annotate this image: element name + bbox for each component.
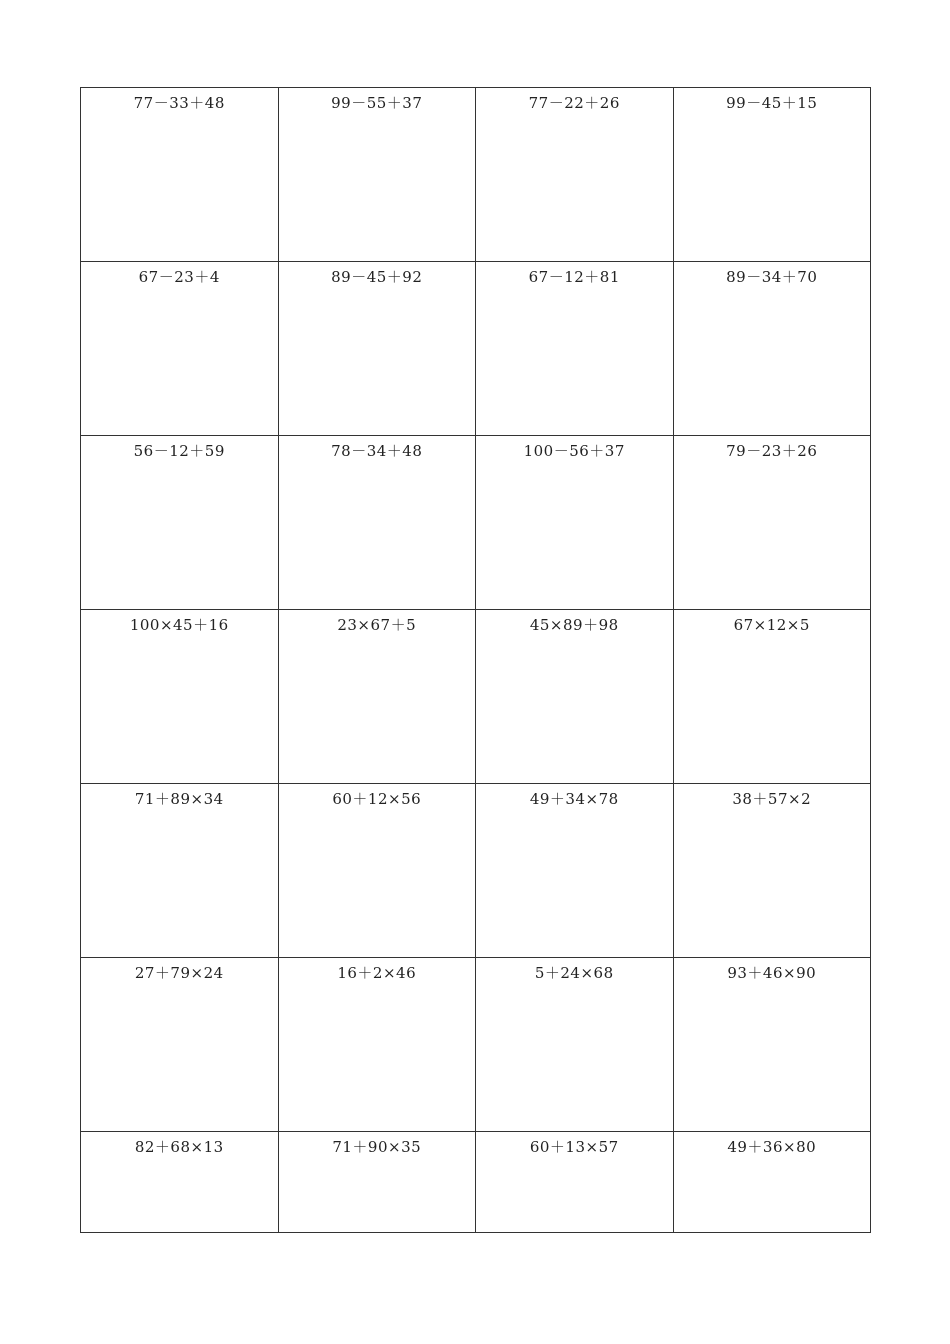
- problem-row: [81, 784, 871, 958]
- problem-expression: 60＋12×56: [332, 790, 422, 808]
- problem-cell: [476, 262, 674, 436]
- problem-expression: 38＋57×2: [732, 790, 812, 808]
- problem-expression: 45×89＋98: [529, 616, 619, 634]
- problem-cell: [81, 262, 279, 436]
- problem-expression: 89－45＋92: [331, 268, 423, 286]
- problem-cell: [81, 88, 279, 262]
- problem-cell: [278, 262, 476, 436]
- problem-expression: 79－23＋26: [726, 442, 818, 460]
- problem-expression: 71＋89×34: [134, 790, 224, 808]
- problem-row: [81, 1132, 871, 1233]
- problem-cell: [278, 88, 476, 262]
- problem-cell: [278, 1132, 476, 1233]
- problem-cell: [278, 958, 476, 1132]
- problem-cell: [673, 610, 871, 784]
- problem-cell: [673, 262, 871, 436]
- problem-cell: [673, 436, 871, 610]
- problem-expression: 56－12＋59: [133, 442, 225, 460]
- problem-expression: 67×12×5: [733, 616, 810, 634]
- problem-cell: [476, 958, 674, 1132]
- problem-cell: [673, 958, 871, 1132]
- problem-cell: [81, 436, 279, 610]
- problem-expression: 67－23＋4: [138, 268, 220, 286]
- problem-cell: [81, 784, 279, 958]
- problem-row: [81, 958, 871, 1132]
- problem-expression: 5＋24×68: [534, 964, 614, 982]
- problem-cell: [673, 1132, 871, 1233]
- problem-row: [81, 436, 871, 610]
- problem-grid: [80, 87, 871, 1233]
- problem-cell: [476, 1132, 674, 1233]
- problem-expression: 99－45＋15: [726, 94, 818, 112]
- problem-cell: [81, 610, 279, 784]
- problem-cell: [476, 610, 674, 784]
- problem-cell: [278, 436, 476, 610]
- problem-expression: 67－12＋81: [528, 268, 620, 286]
- problem-row: [81, 262, 871, 436]
- problem-expression: 100－56＋37: [523, 442, 625, 460]
- problem-expression: 71＋90×35: [332, 1138, 422, 1156]
- problem-expression: 93＋46×90: [727, 964, 817, 982]
- problem-expression: 100×45＋16: [129, 616, 229, 634]
- problem-grid-body: [81, 88, 871, 1233]
- problem-expression: 16＋2×46: [337, 964, 417, 982]
- problem-cell: [476, 784, 674, 958]
- problem-cell: [673, 784, 871, 958]
- problem-expression: 49＋36×80: [727, 1138, 817, 1156]
- problem-expression: 60＋13×57: [529, 1138, 619, 1156]
- problem-expression: 78－34＋48: [331, 442, 423, 460]
- problem-expression: 77－33＋48: [133, 94, 225, 112]
- problem-expression: 27＋79×24: [134, 964, 224, 982]
- problem-cell: [278, 610, 476, 784]
- problem-expression: 82＋68×13: [134, 1138, 224, 1156]
- problem-cell: [673, 88, 871, 262]
- problem-expression: 23×67＋5: [337, 616, 417, 634]
- problem-cell: [81, 958, 279, 1132]
- problem-expression: 99－55＋37: [331, 94, 423, 112]
- problem-row: [81, 88, 871, 262]
- problem-expression: 89－34＋70: [726, 268, 818, 286]
- problem-cell: [476, 436, 674, 610]
- problem-cell: [81, 1132, 279, 1233]
- problem-expression: 77－22＋26: [528, 94, 620, 112]
- problem-expression: 49＋34×78: [529, 790, 619, 808]
- problem-cell: [278, 784, 476, 958]
- problem-cell: [476, 88, 674, 262]
- problem-row: [81, 610, 871, 784]
